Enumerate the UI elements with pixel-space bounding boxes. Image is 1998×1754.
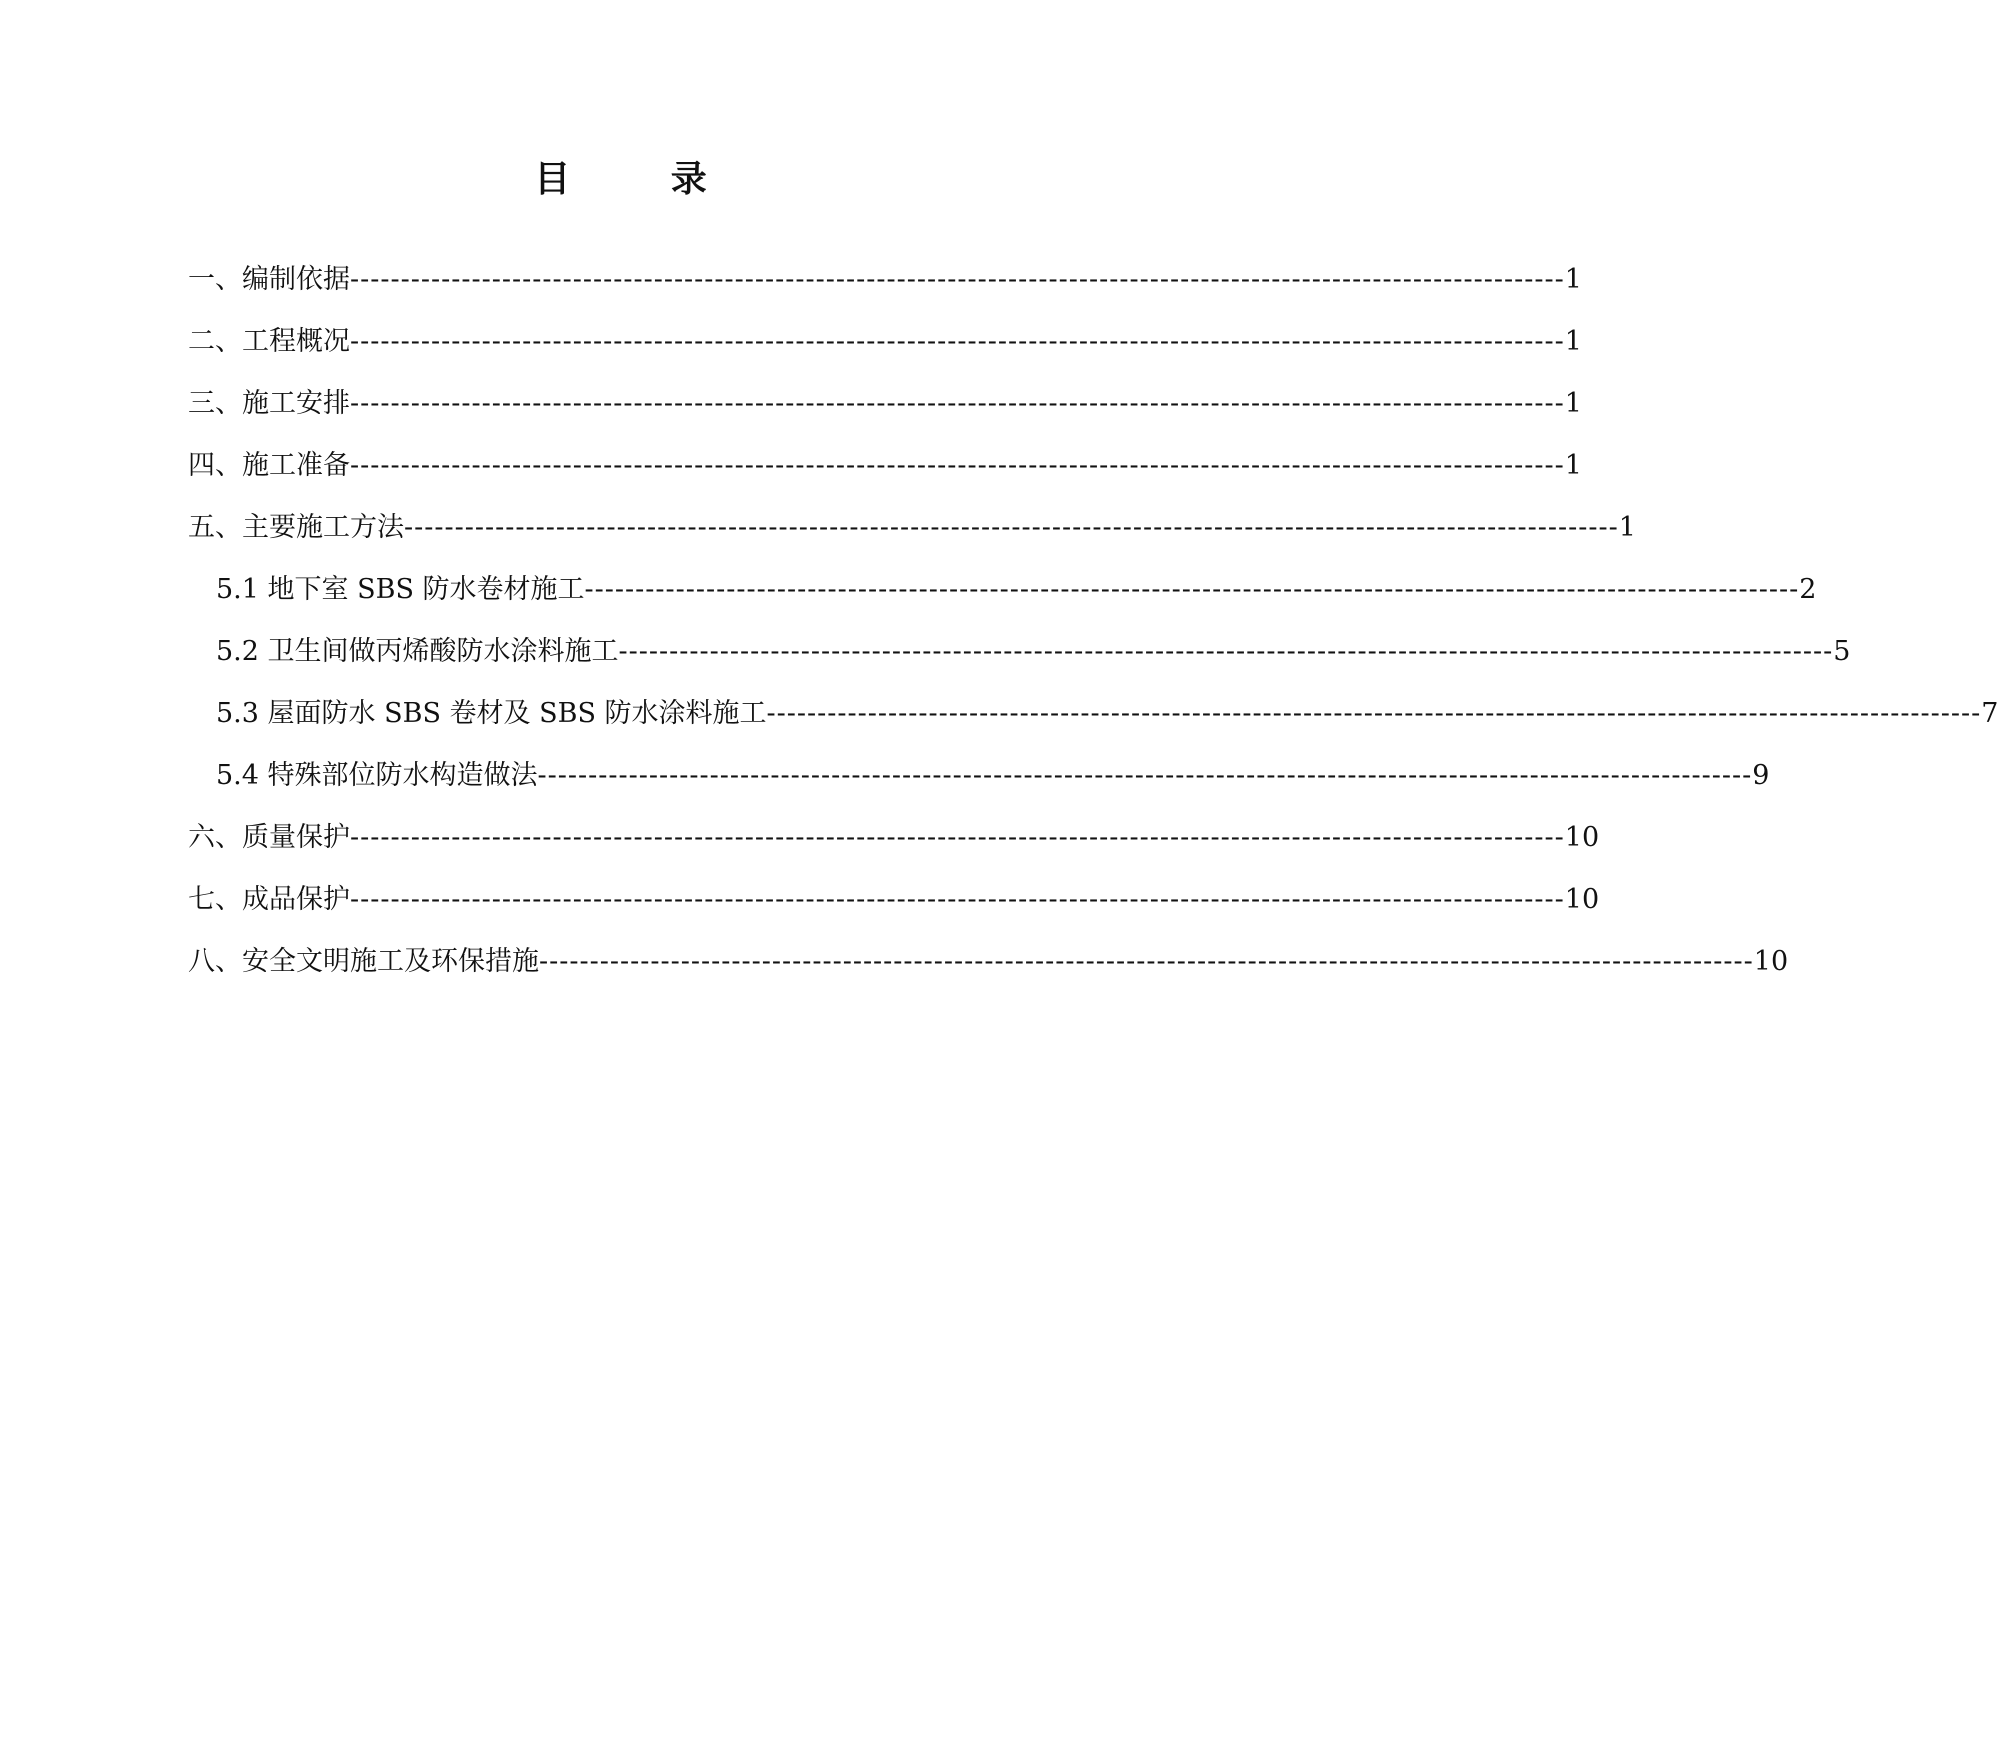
toc-entry-label: 五、主要施工方法 xyxy=(188,512,404,543)
toc-entry-page: 10 xyxy=(1564,822,1600,853)
toc-leader: ------------------------------------------------------------------------------------------------------------------------ xyxy=(404,512,1619,543)
toc-entry-page: 1 xyxy=(1564,264,1582,295)
toc-entry-page: 9 xyxy=(1752,760,1770,791)
toc-entry-sub[interactable] xyxy=(216,756,1770,796)
toc-entry-page: 10 xyxy=(1564,884,1600,915)
toc-leader: ------------------------------------------------------------------------------------------------------------------------ xyxy=(618,636,1834,667)
toc-entry-label: 六、质量保护 xyxy=(188,822,350,853)
toc-entry-sub[interactable] xyxy=(216,694,1998,734)
toc-leader: ------------------------------------------------------------------------------------------------------------------------ xyxy=(537,760,1753,791)
toc-entry[interactable] xyxy=(188,818,1600,858)
toc-entry[interactable] xyxy=(188,880,1600,920)
toc-leader: ------------------------------------------------------------------------------------------------------------------------ xyxy=(350,326,1565,357)
toc-entry[interactable] xyxy=(188,384,1582,424)
toc-entry[interactable] xyxy=(188,260,1582,300)
toc-entry[interactable] xyxy=(188,322,1582,362)
toc-entry-page: 5 xyxy=(1833,636,1851,667)
toc-entry-page: 1 xyxy=(1564,450,1582,481)
toc-entry-label: 四、施工准备 xyxy=(188,450,350,481)
toc-leader: ------------------------------------------------------------------------------------------------------------------------ xyxy=(584,574,1800,605)
toc-entry-label: 二、工程概况 xyxy=(188,326,350,357)
toc-entry-label: 八、安全文明施工及环保措施 xyxy=(188,946,539,977)
toc-entry-label: 5.3 屋面防水 SBS 卷材及 SBS 防水涂料施工 xyxy=(216,698,767,729)
toc-entry-page: 7 xyxy=(1981,698,1998,729)
toc-entry-label: 七、成品保护 xyxy=(188,884,350,915)
toc-entry[interactable] xyxy=(188,446,1582,486)
toc-leader: ------------------------------------------------------------------------------------------------------------------------ xyxy=(350,388,1565,419)
toc-leader: ------------------------------------------------------------------------------------------------------------------------ xyxy=(350,450,1565,481)
toc-leader: ------------------------------------------------------------------------------------------------------------------------ xyxy=(350,884,1565,915)
toc-entry-page: 2 xyxy=(1799,574,1817,605)
toc-entry-label: 5.4 特殊部位防水构造做法 xyxy=(216,760,538,791)
toc-entry[interactable] xyxy=(188,942,1789,982)
toc-leader: ------------------------------------------------------------------------------------------------------------------------ xyxy=(350,264,1565,295)
toc-entry-label: 5.2 卫生间做丙烯酸防水涂料施工 xyxy=(216,636,619,667)
toc-entry-sub[interactable] xyxy=(216,570,1817,610)
toc-entry-page: 1 xyxy=(1618,512,1636,543)
toc-title: 目 录 xyxy=(534,159,751,200)
toc-leader: ------------------------------------------------------------------------------------------------------------------------ xyxy=(539,946,1754,977)
toc-leader: ------------------------------------------------------------------------------------------------------------------------ xyxy=(350,822,1565,853)
toc-entry-page: 10 xyxy=(1753,946,1789,977)
toc-entry-page: 1 xyxy=(1564,388,1582,419)
toc-entry-page: 1 xyxy=(1564,326,1582,357)
toc-leader: ------------------------------------------------------------------------------------------------------------------------ xyxy=(766,698,1982,729)
toc-entry-sub[interactable] xyxy=(216,632,1851,672)
toc-entry-label: 三、施工安排 xyxy=(188,388,350,419)
toc-entry-label: 5.1 地下室 SBS 防水卷材施工 xyxy=(216,574,585,605)
toc-entry-label: 一、编制依据 xyxy=(188,264,350,295)
toc-entry[interactable] xyxy=(188,508,1636,548)
